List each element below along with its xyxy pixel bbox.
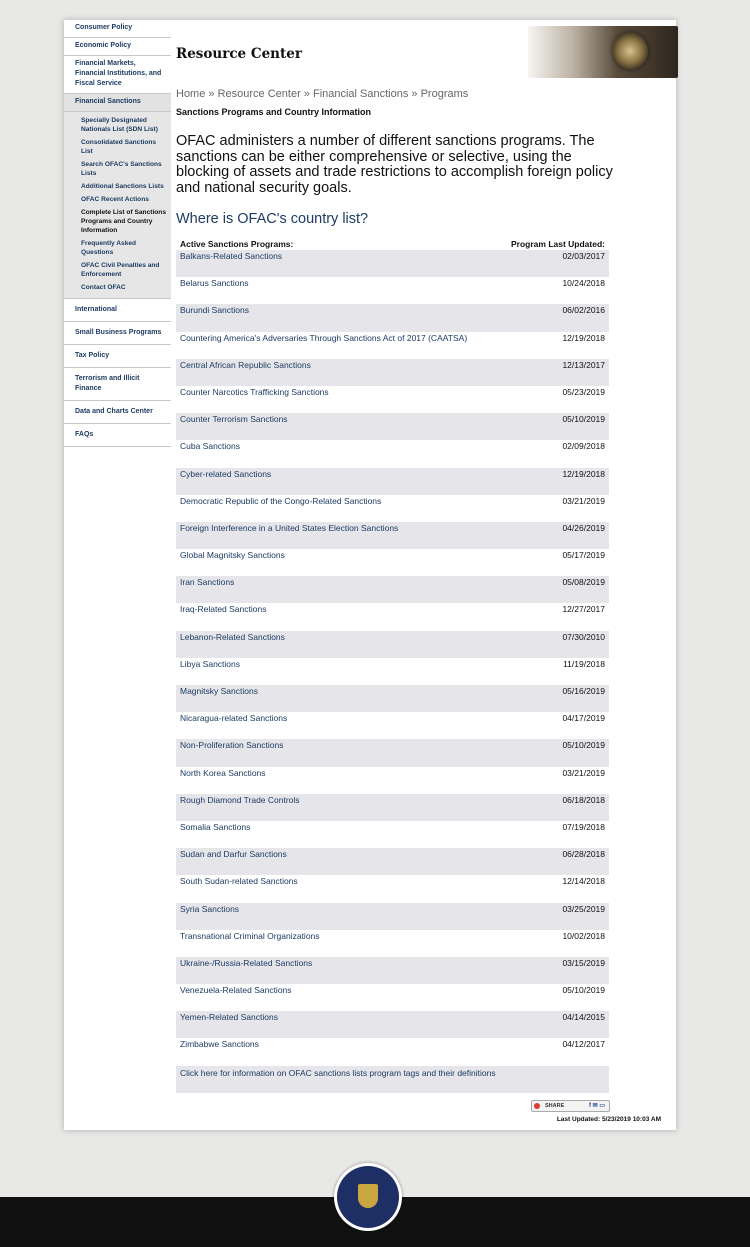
program-link[interactable]: Non-Proliferation Sanctions bbox=[180, 740, 284, 751]
sidebar bbox=[64, 20, 171, 447]
table-row bbox=[176, 1011, 609, 1038]
program-updated-date: 04/26/2019 bbox=[562, 522, 605, 533]
program-updated-date: 02/09/2018 bbox=[562, 441, 605, 452]
section-subheading: Sanctions Programs and Country Information bbox=[176, 107, 372, 117]
program-link[interactable]: Rough Diamond Trade Controls bbox=[180, 794, 300, 805]
country-list-link[interactable]: Where is OFAC's country list? bbox=[176, 211, 369, 227]
program-updated-date: 06/02/2016 bbox=[562, 305, 605, 316]
program-updated-date: 06/18/2018 bbox=[562, 794, 605, 805]
sidebar-item-consumer-policy[interactable]: Consumer Policy bbox=[64, 20, 171, 38]
program-link[interactable]: Ukraine-/Russia-Related Sanctions bbox=[180, 957, 313, 968]
program-link[interactable]: Belarus Sanctions bbox=[180, 278, 249, 289]
breadcrumb-financial-sanctions[interactable]: Financial Sanctions bbox=[312, 88, 409, 100]
table-row bbox=[176, 658, 609, 685]
share-icon bbox=[534, 1103, 540, 1109]
shield-icon bbox=[358, 1184, 378, 1208]
sidebar-subitem-contact[interactable]: Contact OFAC bbox=[81, 284, 126, 291]
program-updated-date: 05/08/2019 bbox=[562, 577, 605, 588]
program-updated-date: 04/14/2015 bbox=[562, 1012, 605, 1023]
program-link[interactable]: North Korea Sanctions bbox=[180, 767, 266, 778]
program-link[interactable]: Nicaragua-related Sanctions bbox=[180, 713, 288, 724]
program-updated-date: 12/14/2018 bbox=[562, 876, 605, 887]
program-updated-date: 07/30/2010 bbox=[562, 631, 605, 642]
table-row bbox=[176, 522, 609, 549]
sidebar-subitem-faq[interactable]: Frequently Asked Questions bbox=[81, 240, 137, 256]
header-bar bbox=[176, 20, 661, 82]
sidebar-item-tax-policy[interactable]: Tax Policy bbox=[64, 345, 171, 368]
program-link[interactable]: Libya Sanctions bbox=[180, 658, 241, 669]
table-row bbox=[176, 304, 609, 331]
sidebar-item-faqs[interactable]: FAQs bbox=[64, 424, 171, 447]
program-updated-date: 05/10/2019 bbox=[562, 740, 605, 751]
seal-icon bbox=[612, 32, 648, 70]
program-link[interactable]: Foreign Interference in a United States Election Sanctions bbox=[180, 522, 399, 533]
program-link[interactable]: Sudan and Darfur Sanctions bbox=[180, 849, 287, 860]
sidebar-subitem-civil-penalties[interactable]: OFAC Civil Penalties and Enforcement bbox=[81, 262, 160, 278]
program-link[interactable]: Somalia Sanctions bbox=[180, 821, 251, 832]
table-row bbox=[176, 631, 609, 658]
program-link[interactable]: Balkans-Related Sanctions bbox=[180, 251, 283, 261]
program-link[interactable]: Democratic Republic of the Congo-Related Sanctions bbox=[180, 495, 382, 506]
sidebar-subitem-search-lists[interactable]: Search OFAC's Sanctions Lists bbox=[81, 161, 162, 177]
table-body bbox=[176, 250, 609, 1066]
table-row bbox=[176, 277, 609, 304]
table-row bbox=[176, 739, 609, 766]
program-link[interactable]: Global Magnitsky Sanctions bbox=[180, 550, 285, 561]
sidebar-item-financial-sanctions[interactable]: Financial Sanctions bbox=[64, 94, 171, 112]
main-content bbox=[176, 20, 661, 1123]
share-service-icons: f ✉ ▭ bbox=[588, 1103, 605, 1109]
intro-paragraph: OFAC administers a number of different sanctions programs. The sanctions can be either comprehensive or selective, using the blocking of assets and trade restrictions to accomplish foreign policy and national security goals. bbox=[176, 133, 613, 196]
program-updated-date: 03/21/2019 bbox=[562, 495, 605, 506]
program-link[interactable]: Burundi Sanctions bbox=[180, 305, 249, 316]
table-row bbox=[176, 712, 609, 739]
sidebar-item-terrorism[interactable]: Terrorism and Illicit Finance bbox=[64, 368, 171, 401]
table-row bbox=[176, 440, 609, 467]
sidebar-subitem-complete-list[interactable]: Complete List of Sanctions Programs and Country Information bbox=[81, 209, 166, 234]
program-updated-date: 12/19/2018 bbox=[562, 332, 605, 343]
last-updated: Last Updated: 5/23/2019 10:03 AM bbox=[556, 1116, 661, 1123]
program-link[interactable]: Syria Sanctions bbox=[180, 903, 240, 914]
program-updated-date: 12/19/2018 bbox=[562, 468, 605, 479]
sidebar-subitem-consolidated-list[interactable]: Consolidated Sanctions List bbox=[81, 139, 157, 155]
table-row bbox=[176, 332, 609, 359]
program-link[interactable]: Cyber-related Sanctions bbox=[180, 468, 272, 479]
page-title: Resource Center bbox=[176, 46, 302, 62]
sidebar-subitem-recent-actions[interactable]: OFAC Recent Actions bbox=[81, 196, 149, 203]
sidebar-submenu bbox=[64, 112, 171, 299]
breadcrumb-separator: » bbox=[408, 88, 421, 100]
table-row bbox=[176, 386, 609, 413]
table-row bbox=[176, 250, 609, 277]
treasury-seal-icon[interactable] bbox=[334, 1163, 402, 1231]
treasury-seal-photo bbox=[528, 26, 678, 78]
program-link[interactable]: Zimbabwe Sanctions bbox=[180, 1039, 259, 1050]
table-row bbox=[176, 685, 609, 712]
sidebar-item-data-charts[interactable]: Data and Charts Center bbox=[64, 401, 171, 424]
table-row bbox=[176, 875, 609, 902]
program-updated-date: 05/10/2019 bbox=[562, 985, 605, 996]
program-link[interactable]: Iraq-Related Sanctions bbox=[180, 604, 267, 615]
program-link[interactable]: Lebanon-Related Sanctions bbox=[180, 631, 285, 642]
breadcrumb-programs: Programs bbox=[420, 88, 469, 100]
page-container bbox=[64, 20, 676, 1130]
program-link[interactable]: Counter Terrorism Sanctions bbox=[180, 414, 288, 425]
share-button[interactable] bbox=[531, 1100, 610, 1112]
program-updated-date: 05/23/2019 bbox=[562, 386, 605, 397]
program-updated-date: 11/19/2018 bbox=[563, 658, 605, 669]
breadcrumb-home[interactable]: Home bbox=[176, 88, 206, 100]
share-label: SHARE bbox=[545, 1103, 565, 1109]
column-header-program: Active Sanctions Programs: bbox=[180, 239, 294, 249]
table-row bbox=[176, 576, 609, 603]
program-updated-date: 12/27/2017 bbox=[562, 604, 605, 615]
sidebar-item-international[interactable]: International bbox=[64, 299, 171, 322]
table-row bbox=[176, 413, 609, 440]
program-updated-date: 06/28/2018 bbox=[562, 849, 605, 860]
breadcrumb-resource-center[interactable]: Resource Center bbox=[217, 88, 301, 100]
table-row bbox=[176, 767, 609, 794]
program-link[interactable]: Iran Sanctions bbox=[180, 577, 235, 588]
program-updated-date: 03/25/2019 bbox=[562, 903, 605, 914]
program-updated-date: 05/10/2019 bbox=[562, 414, 605, 425]
sidebar-item-financial-markets[interactable]: Financial Markets, Financial Institutions, and Fiscal Service bbox=[64, 56, 171, 94]
table-row bbox=[176, 957, 609, 984]
program-updated-date: 10/02/2018 bbox=[562, 930, 605, 941]
program-link[interactable]: Transnational Criminal Organizations bbox=[180, 930, 320, 941]
program-link[interactable]: South Sudan-related Sanctions bbox=[180, 876, 298, 887]
sidebar-item-small-business[interactable]: Small Business Programs bbox=[64, 322, 171, 345]
program-updated-date: 04/17/2019 bbox=[562, 713, 605, 724]
program-updated-date: 07/19/2018 bbox=[562, 821, 605, 832]
table-row bbox=[176, 848, 609, 875]
program-updated-date: 05/17/2019 bbox=[562, 550, 605, 561]
program-updated-date: 05/16/2019 bbox=[562, 686, 605, 696]
breadcrumb-separator: » bbox=[300, 88, 313, 100]
program-updated-date: 12/13/2017 bbox=[562, 359, 605, 370]
table-header bbox=[176, 238, 609, 250]
table-row bbox=[176, 821, 609, 848]
sidebar-subitem-sdn-list[interactable]: Specially Designated Nationals List (SDN List) bbox=[81, 117, 158, 133]
program-link[interactable]: Venezuela-Related Sanctions bbox=[180, 985, 292, 996]
breadcrumb-separator: » bbox=[205, 88, 218, 100]
seal-inner bbox=[337, 1166, 399, 1228]
program-updated-date: 02/03/2017 bbox=[562, 251, 605, 261]
program-updated-date: 04/12/2017 bbox=[562, 1039, 605, 1050]
table-row bbox=[176, 1038, 609, 1065]
program-link[interactable]: Countering America's Adversaries Through Sanctions Act of 2017 (CAATSA) bbox=[180, 332, 468, 343]
sanctions-programs-table bbox=[176, 238, 609, 1093]
table-row bbox=[176, 359, 609, 386]
program-updated-date: 03/21/2019 bbox=[562, 767, 605, 778]
program-link[interactable]: Yemen-Related Sanctions bbox=[180, 1012, 278, 1023]
table-row bbox=[176, 603, 609, 630]
program-updated-date: 03/15/2019 bbox=[562, 957, 605, 968]
program-updated-date: 10/24/2018 bbox=[562, 278, 605, 289]
table-row bbox=[176, 495, 609, 522]
table-row bbox=[176, 794, 609, 821]
program-link[interactable]: Central African Republic Sanctions bbox=[180, 359, 311, 370]
table-row bbox=[176, 468, 609, 495]
column-header-updated: Program Last Updated: bbox=[511, 239, 605, 249]
table-row bbox=[176, 903, 609, 930]
program-tags-row bbox=[176, 1066, 609, 1093]
table-row bbox=[176, 549, 609, 576]
table-row bbox=[176, 930, 609, 957]
program-link[interactable]: Cuba Sanctions bbox=[180, 441, 241, 452]
program-link[interactable]: Counter Narcotics Trafficking Sanctions bbox=[180, 386, 329, 397]
program-tags-link[interactable]: Click here for information on OFAC sanctions lists program tags and their definitions bbox=[180, 1067, 496, 1078]
sidebar-subitem-additional-lists[interactable]: Additional Sanctions Lists bbox=[81, 183, 164, 190]
sidebar-item-economic-policy[interactable]: Economic Policy bbox=[64, 38, 171, 56]
breadcrumb bbox=[176, 88, 468, 100]
table-row bbox=[176, 984, 609, 1011]
program-link[interactable]: Magnitsky Sanctions bbox=[180, 686, 258, 696]
